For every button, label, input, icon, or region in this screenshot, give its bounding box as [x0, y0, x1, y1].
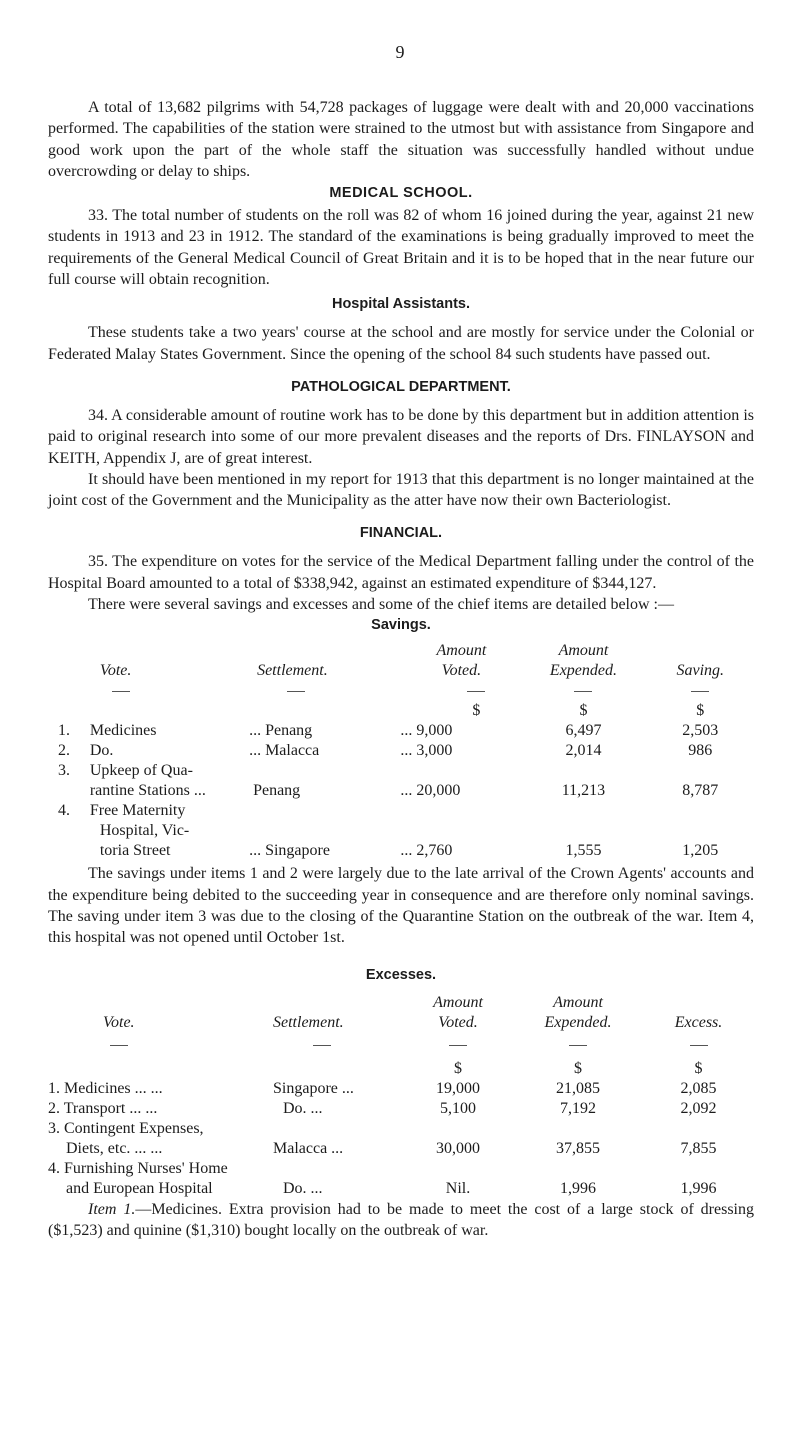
excesses-currency-voted: $: [454, 1059, 462, 1077]
savings-header-vote: Vote.: [99, 662, 132, 680]
savings-title: Savings.: [371, 617, 431, 634]
excesses-header-excess: Excess.: [674, 1013, 723, 1031]
excesses-row: 2. Transport ... ... Do. ... 5,100 7,192 2,092: [48, 1099, 717, 1117]
heading-financial: FINANCIAL.: [359, 525, 443, 542]
excesses-row: 3. Contingent Expenses,: [48, 1119, 204, 1137]
paragraph-34: 34. A considerable amount of routine work has to be done by this department but in addition attention is paid to original research into some of our more prevalent diseases and the reports of Drs. FINLAYSON and KEITH, Appendix J, are of great interest.: [48, 406, 754, 467]
excesses-header-settlement: Settlement.: [273, 1013, 344, 1031]
savings-row: 1. Medicines ... Penang ... 9,000 6,497 2,503: [58, 722, 719, 740]
excesses-row: 1. Medicines ... ... Singapore ... 19,000 21,085 2,085: [48, 1079, 717, 1097]
excesses-title: Excesses.: [365, 966, 437, 983]
savings-currency-expended: $: [579, 702, 588, 720]
item-1-text: —Medicines. Extra provision had to be made to meet the cost of a large stock of dressing ($1,523) and quinine ($1,310) bought locally on the outbreak of war.: [48, 1200, 754, 1239]
paragraph-pilgrims: A total of 13,682 pilgrims with 54,728 packages of luggage were dealt with and 20,000 vaccinations performed. The capabilities of the station were strained to the utmost but with assistance from Singapore and good work upon the part of the whole staff the situation was successfully handled without undue overcrowding or delay to ships.: [48, 99, 754, 180]
savings-header-expended: Amount Expended.: [549, 642, 617, 680]
paragraph-savings-note: The savings under items 1 and 2 were largely due to the late arrival of the Crown Agents' accounts and the expenditure being debited to the succeeding year in consequence and are therefore only nominal savings. The saving under item 3 was due to the closing of the Quarantine Station on the outbreak of the war. Item 4, this hospital was not opened until October 1st.: [48, 865, 754, 947]
savings-row: 3. Upkeep of Qua-: [58, 762, 193, 780]
excesses-header-voted: Amount Voted.: [433, 993, 483, 1031]
savings-currency-voted: $: [472, 702, 481, 720]
savings-header-saving: Saving.: [676, 662, 725, 680]
paragraph-item-1: [48, 1199, 754, 1242]
document-body: [48, 97, 754, 1241]
excesses-currency-expended: $: [574, 1059, 582, 1077]
heading-medical-school: MEDICAL SCHOOL.: [329, 185, 473, 202]
savings-header-voted: Amount Voted.: [436, 642, 487, 680]
page-number: 9: [395, 42, 405, 62]
savings-currency-saving: $: [696, 702, 705, 720]
paragraph-hospital-assistants: These students take a two years' course at the school and are mostly for service under the Colonial or Federated Malay States Government. Since the opening of the school 84 such students have passed out.: [48, 324, 754, 363]
savings-header-settlement: Settlement.: [257, 662, 328, 680]
excesses-header-vote: Vote.: [103, 1013, 135, 1031]
paragraph-34b: It should have been mentioned in my report for 1913 that this department is no longer maintained at the joint cost of the Government and the Municipality as the atter have now their own Bacteriologist.: [48, 470, 754, 510]
heading-hospital-assistants: Hospital Assistants.: [331, 296, 471, 313]
paragraph-33: 33. The total number of students on the roll was 82 of whom 16 joined during the year, against 21 new students in 1913 and 23 in 1912. The standard of the examinations is being gradually improved to meet the requirements of the General Medical Council of Great Britain and it is to be hoped that in the near future our full course will obtain recognition.: [48, 207, 754, 289]
savings-row: 2. Do. ... Malacca ... 3,000 2,014 986: [58, 742, 713, 760]
excesses-row: 4. Furnishing Nurses' Home: [48, 1159, 228, 1177]
paragraph-35b: There were several savings and excesses and some of the chief items are detailed below :—: [88, 596, 674, 614]
excesses-table: Vote. Settlement. Amount Voted. Amount Expended. Excess. $ $ $ 1. Medicines ... ... Singapore ... 19,000 21,085 2,085 2. Transport ... ... Do. ... 5,100 7,192 2,092 3. Contingent Expenses, Diets, etc. ... ... Malacca ... 30,000 37,855 7,855 4. Furnishing Nurses' Home and European Hospital Do. ... Nil. 1,996 1,996: [48, 993, 754, 1199]
excesses-header-expended: Amount Expended.: [544, 993, 612, 1031]
excesses-currency-excess: $: [694, 1059, 703, 1077]
paragraph-35: 35. The expenditure on votes for the service of the Medical Department falling under the control of the Hospital Board amounted to a total of $338,942, against an estimated expenditure of $344,127.: [48, 553, 754, 592]
savings-table: Vote. Settlement. Amount Voted. Amount Expended. Saving. $ $ $ 1. Medicines ... Penang ... 9,000 6,497 2,503 2. Do. ... Malacca ... 3,000 2,014 986 3. Upkeep of Qua- rantine Stations ... Penang ... 20,000 11,213 8,787 4. Free Maternity Hospital, Vic- toria Street ... Singapore ... 2,760 1,555 1,205: [58, 641, 764, 861]
heading-pathological-department: PATHOLOGICAL DEPARTMENT.: [291, 378, 511, 395]
item-1-label: Item 1.: [88, 1200, 136, 1218]
savings-row: 4. Free Maternity: [58, 802, 186, 820]
